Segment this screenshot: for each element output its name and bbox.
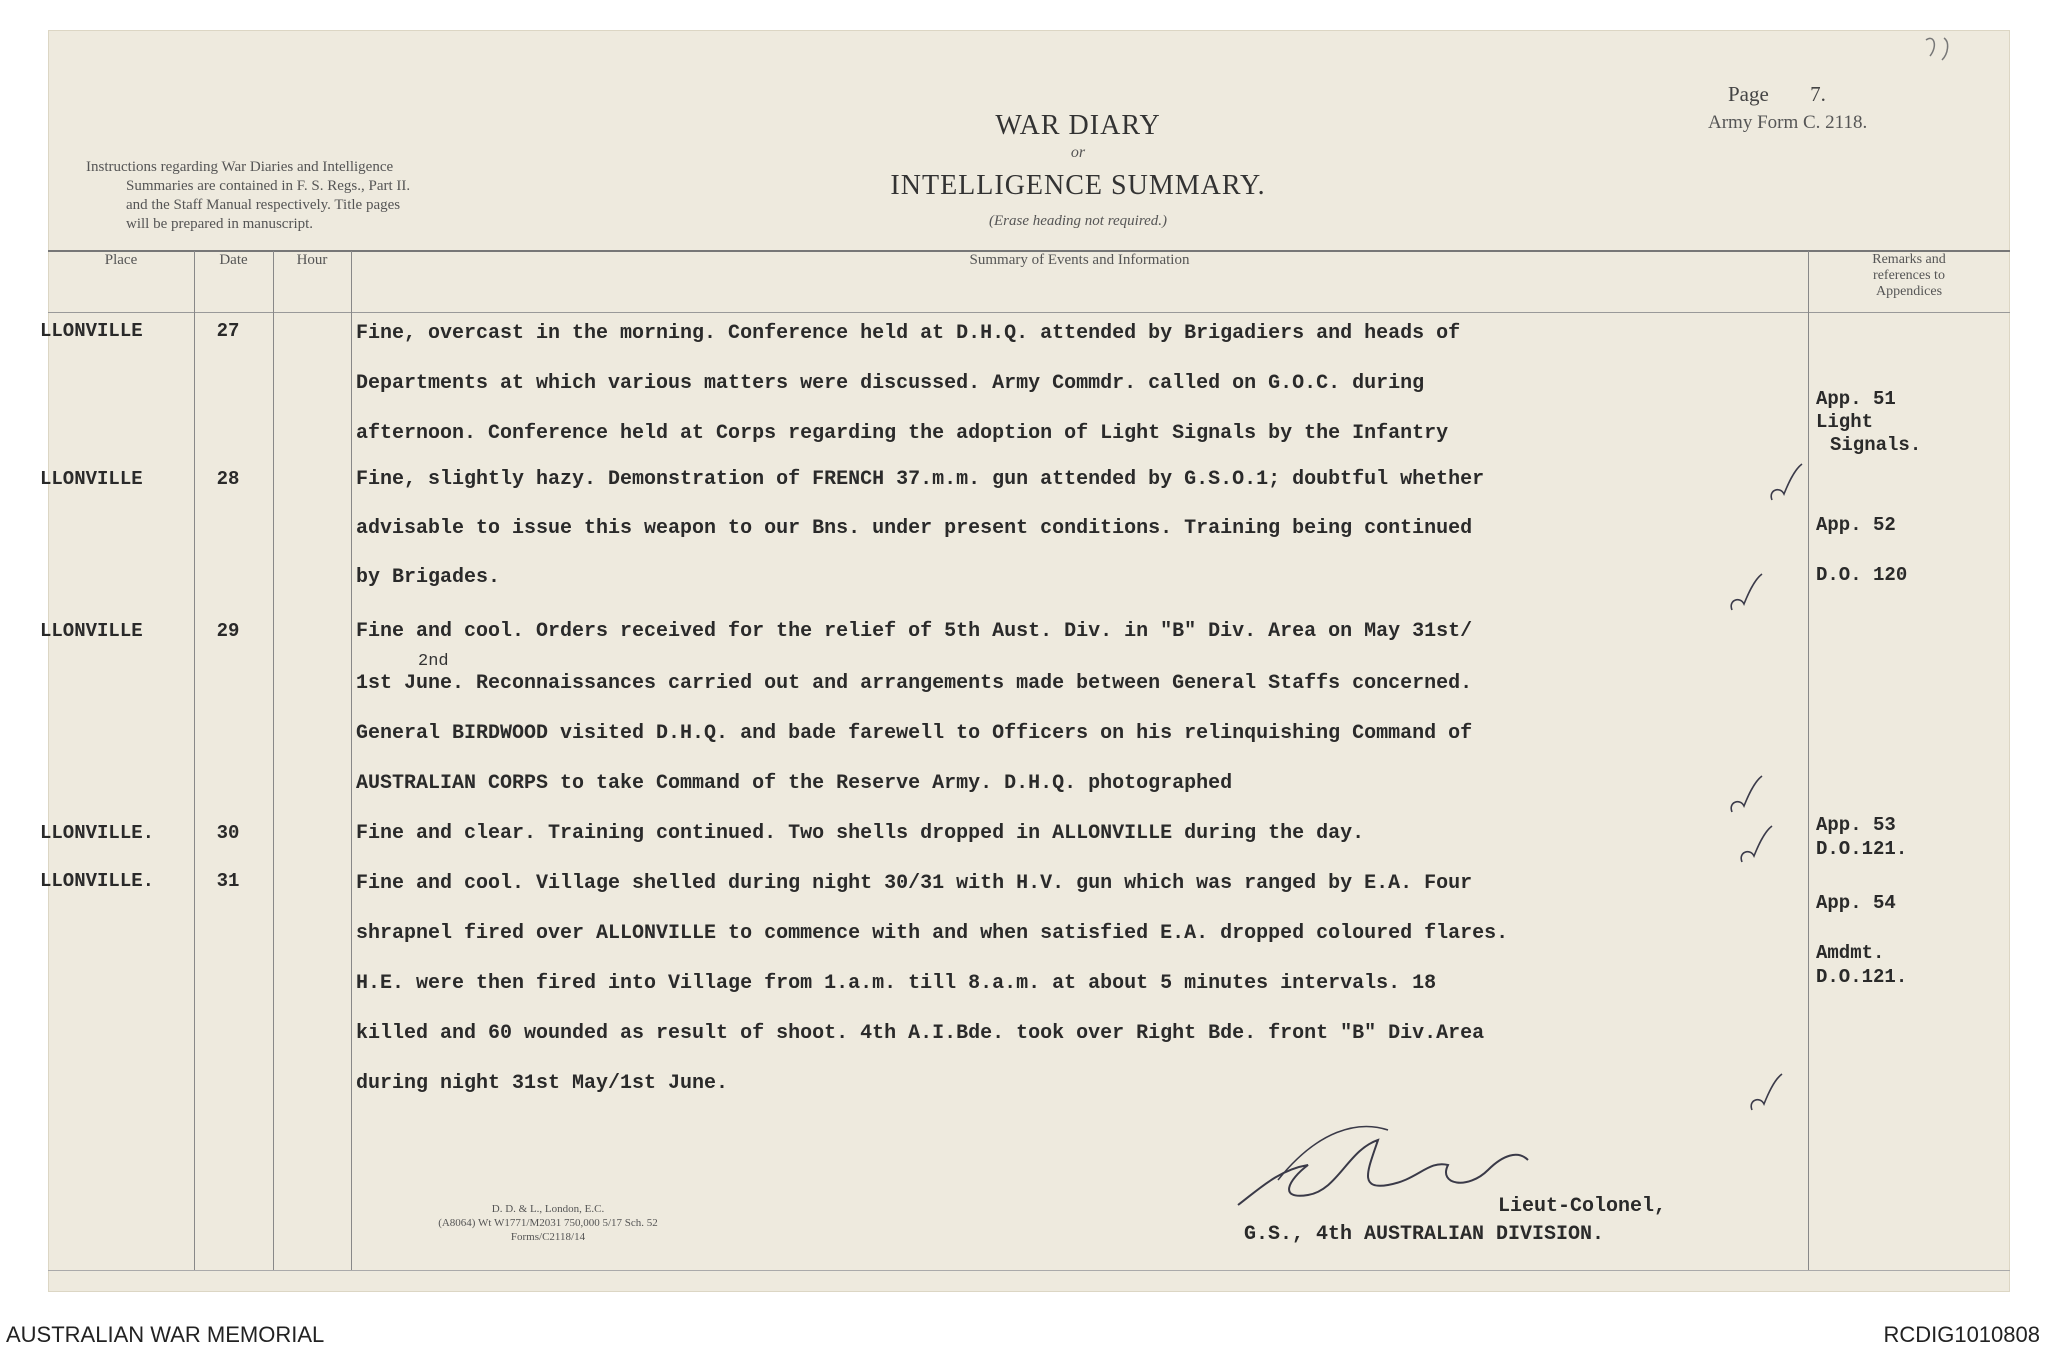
remark-line: App. 53 [1816, 814, 1896, 836]
remark-line: D.O.121. [1816, 966, 1908, 988]
summary-line: Fine and cool. Village shelled during night 30/31 with H.V. gun which was ranged by E.A. Four [356, 872, 1473, 895]
instructions-line: Instructions regarding War Diaries and Intelligence [86, 159, 394, 175]
entry-place: LLONVILLE [40, 320, 143, 342]
entry-place: LLONVILLE. [40, 822, 155, 844]
imprint-line: D. D. & L., London, E.C. [491, 1203, 605, 1215]
col-remarks-line: Remarks and [1872, 252, 1946, 267]
entry-date: 31 [216, 870, 240, 892]
summary-line: killed and 60 wounded as result of shoot. 4th A.I.Bde. took over Right Bde. front "B" Div.Area [356, 1022, 1485, 1045]
col-summary: Summary of Events and Information [969, 252, 1190, 268]
page-subtitle: INTELLIGENCE SUMMARY. [890, 170, 1266, 201]
entry-place: LLONVILLE. [40, 870, 155, 892]
page-title: WAR DIARY [995, 110, 1161, 141]
summary-line: 1st June. Reconnaissances carried out and arrangements made between General Staffs concerned. [356, 672, 1473, 695]
page-label [1728, 82, 1826, 107]
entry-place: LLONVILLE [40, 468, 143, 490]
interlinear-insert: 2nd [418, 652, 449, 671]
instructions-line: will be prepared in manuscript. [126, 216, 314, 232]
diary-sheet [40, 30, 2010, 1292]
pen-tick-icon [1724, 772, 1768, 818]
bottom-rule [48, 1270, 2010, 1271]
column-divider [351, 251, 352, 1271]
entry-date: 27 [216, 320, 240, 342]
page-label-text: Page [1728, 82, 1769, 106]
col-remarks [1808, 252, 2010, 300]
institution-caption: AUSTRALIAN WAR MEMORIAL [6, 1322, 325, 1347]
summary-line: Fine, slightly hazy. Demonstration of FRENCH 37.m.m. gun attended by G.S.O.1; doubtful whether [356, 468, 1485, 491]
summary-line: advisable to issue this weapon to our Bns. under present conditions. Training being continued [356, 517, 1473, 540]
column-divider [273, 251, 274, 1271]
col-hour: Hour [296, 252, 328, 268]
entry-date: 29 [216, 620, 240, 642]
record-id: RCDIG1010808 [1883, 1322, 2040, 1347]
instructions-note [86, 158, 546, 234]
pen-tick-icon [1724, 570, 1768, 616]
army-form-label: Army Form C. 2118. [1708, 112, 1868, 133]
summary-line: Fine, overcast in the morning. Conference held at D.H.Q. attended by Brigadiers and heads of [356, 322, 1461, 345]
page-number: 7. [1810, 82, 1826, 106]
col-date: Date [219, 252, 248, 268]
summary-line: AUSTRALIAN CORPS to take Command of the Reserve Army. D.H.Q. photographed [356, 772, 1233, 795]
pen-tick-icon [1744, 1070, 1788, 1116]
instructions-line: and the Staff Manual respectively. Title pages [126, 197, 401, 213]
column-header-rule [48, 312, 2010, 313]
col-remarks-line: references to [1873, 268, 1945, 283]
remark-line: Amdmt. [1816, 942, 1885, 964]
summary-line: afternoon. Conference held at Corps regarding the adoption of Light Signals by the Infantry [356, 422, 1449, 445]
signature-rank: Lieut-Colonel, [1498, 1195, 1667, 1218]
erase-note: (Erase heading not required.) [988, 213, 1168, 229]
summary-line: General BIRDWOOD visited D.H.Q. and bade farewell to Officers on his relinquishing Command of [356, 722, 1473, 745]
summary-line: shrapnel fired over ALLONVILLE to commence with and when satisfied E.A. dropped coloured flares. [356, 922, 1509, 945]
summary-line: during night 31st May/1st June. [356, 1072, 729, 1095]
title-or: or [1070, 144, 1086, 161]
remark-line: Light [1816, 411, 1874, 433]
column-divider [1808, 251, 1809, 1271]
remark-line: App. 54 [1816, 892, 1896, 914]
pencil-mark [1920, 32, 1960, 72]
summary-line: Fine and cool. Orders received for the relief of 5th Aust. Div. in "B" Div. Area on May 31st/ [356, 620, 1473, 643]
pen-tick-icon [1734, 822, 1778, 868]
remark-line: App. 51 [1816, 388, 1896, 410]
signature-unit: G.S., 4th AUSTRALIAN DIVISION. [1244, 1223, 1605, 1246]
entry-date: 28 [216, 468, 240, 490]
remark-line: App. 52 [1816, 514, 1896, 536]
pen-tick-icon [1764, 460, 1808, 506]
col-remarks-line: Appendices [1875, 284, 1943, 299]
remark-line: D.O. 120 [1816, 564, 1908, 586]
printer-imprint [418, 1202, 678, 1244]
column-divider [194, 251, 195, 1271]
instructions-line: Summaries are contained in F. S. Regs., Part II. [126, 178, 411, 194]
summary-line: by Brigades. [356, 566, 501, 589]
remark-line: D.O.121. [1816, 838, 1908, 860]
remark-line: Signals. [1830, 434, 1922, 456]
summary-line: Departments at which various matters were discussed. Army Commdr. called on G.O.C. during [356, 372, 1425, 395]
imprint-line: (A8064) Wt W1771/M2031 750,000 5/17 Sch. 52 Forms/C2118/14 [438, 1217, 658, 1243]
summary-line: Fine and clear. Training continued. Two shells dropped in ALLONVILLE during the day. [356, 822, 1365, 845]
entry-date: 30 [216, 822, 240, 844]
summary-line: H.E. were then fired into Village from 1.a.m. till 8.a.m. at about 5 minutes intervals. 18 [356, 972, 1437, 995]
col-place: Place [104, 252, 138, 268]
entry-place: LLONVILLE [40, 620, 143, 642]
